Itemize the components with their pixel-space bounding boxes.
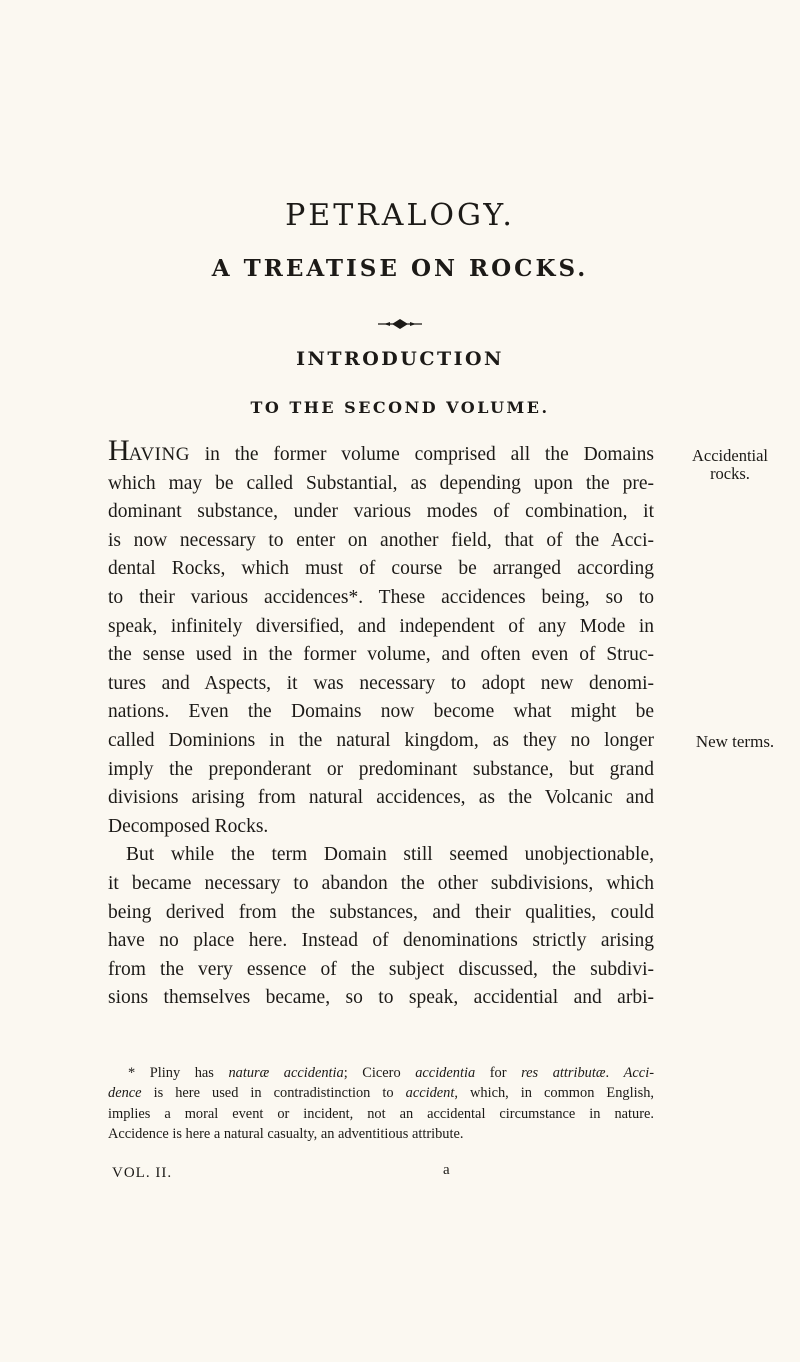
footnote-line: Accidence is here a natural casualty, an adventitious attribute. <box>108 1126 464 1143</box>
margin-note-accidental <box>675 447 785 483</box>
ornament-divider-icon <box>376 318 424 330</box>
lead-word: AVING <box>128 444 190 465</box>
footnote-line: * Pliny has naturæ accidentia; Cicero accidentia for res attributæ. Acci- <box>128 1065 654 1081</box>
body-line: But while the term Domain still seemed unobjectionable, <box>126 844 654 866</box>
body-line: being derived from the substances, and their qualities, could <box>108 901 654 923</box>
body-line: tures and Aspects, it was necessary to adopt new denomi- <box>108 672 654 694</box>
body-line: which may be called Substantial, as depending upon the pre- <box>108 472 654 494</box>
body-line: is now necessary to enter on another field, that of the Acci- <box>108 529 654 551</box>
margin-note-line: Accidential <box>691 446 769 465</box>
footnote <box>108 1063 654 1145</box>
body-line: nations. Even the Domains now become what might be <box>108 701 654 723</box>
section-title: INTRODUCTION <box>296 348 504 370</box>
body-line: sions themselves became, so to speak, accidential and arbi- <box>108 987 654 1009</box>
page-subtitle: A TREATISE ON ROCKS. <box>211 255 589 282</box>
body-line: it became necessary to abandon the other subdivisions, which <box>108 872 654 894</box>
body-line <box>108 434 654 470</box>
body-line: dental Rocks, which must of course be arranged according <box>108 558 654 580</box>
body-line: have no place here. Instead of denominations strictly arising <box>108 930 654 952</box>
footnote-line: implies a moral event or incident, not an accidental circumstance in nature. <box>108 1105 654 1122</box>
volume-signature: VOL. II. <box>112 1165 173 1181</box>
footnote-line: dence is here used in contradistinction to accident, which, in common English, <box>108 1085 654 1102</box>
body-line: imply the preponderant or predominant substance, but grand <box>108 758 654 780</box>
body-line-text: in the former volume comprised all the Domains <box>189 444 654 465</box>
margin-note-line: rocks. <box>710 464 750 483</box>
page-title: PETRALOGY. <box>285 198 515 233</box>
body-line: divisions arising from natural accidences, as the Volcanic and <box>108 787 654 809</box>
body-line: speak, infinitely diversified, and independent of any Mode in <box>108 615 654 637</box>
body-text <box>108 434 654 1013</box>
body-line: dominant substance, under various modes of combination, it <box>108 501 654 523</box>
drop-cap: H <box>108 434 129 467</box>
body-line: the sense used in the former volume, and often even of Struc- <box>108 644 654 666</box>
body-line: called Dominions in the natural kingdom, as they no longer <box>108 729 654 751</box>
margin-note-new-terms: New terms. <box>695 732 775 751</box>
body-line: to their various accidences*. These accidences being, so to <box>108 586 654 608</box>
footnote-divider <box>108 1052 654 1053</box>
body-line: Decomposed Rocks. <box>108 815 269 837</box>
signature-mark: a <box>443 1162 450 1178</box>
body-line: from the very essence of the subject discussed, the subdivi- <box>108 958 654 980</box>
section-subtitle: TO THE SECOND VOLUME. <box>250 398 550 417</box>
